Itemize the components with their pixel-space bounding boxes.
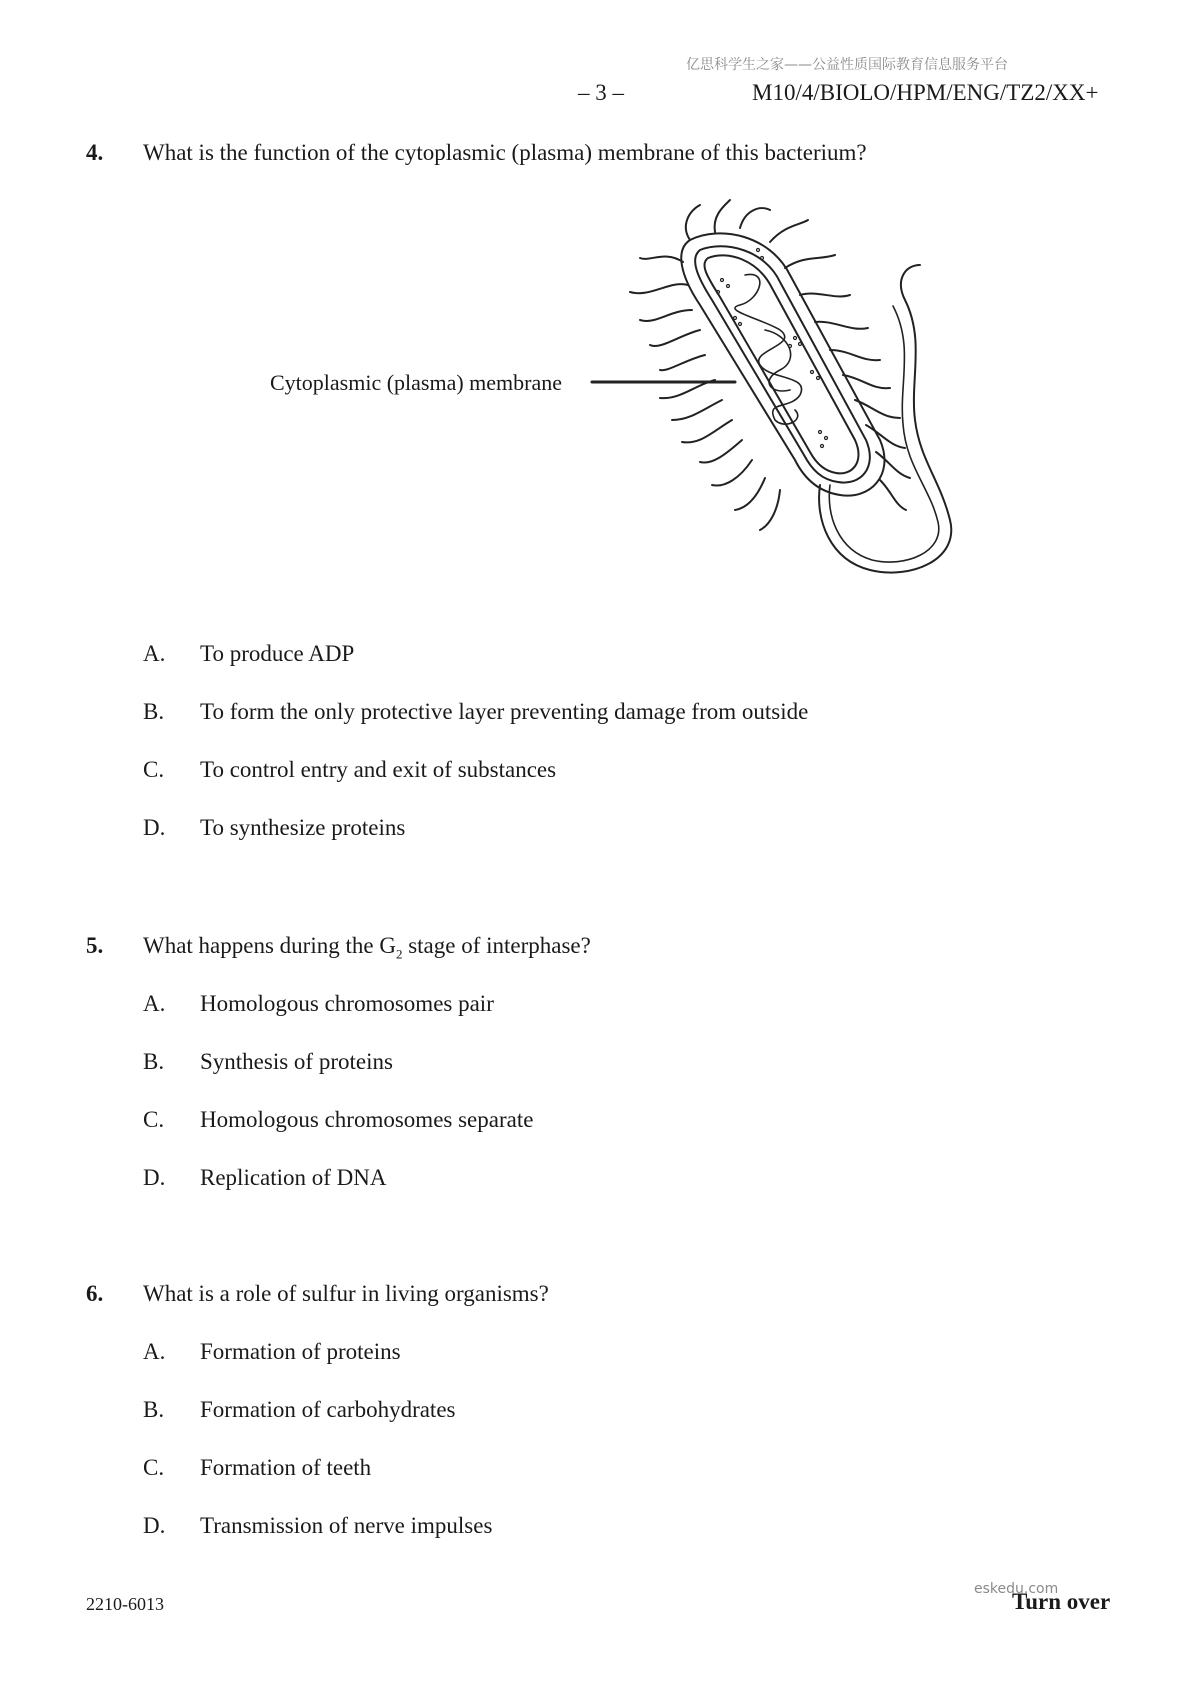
membrane-label: Cytoplasmic (plasma) membrane <box>270 370 563 395</box>
q6-option-d-letter: D. <box>143 1513 166 1538</box>
q5-option-b-text: Synthesis of proteins <box>200 1049 393 1074</box>
q6-option-a-text: Formation of proteins <box>200 1339 401 1364</box>
question-6-number: 6. <box>86 1281 104 1306</box>
q4-option-a-text: To produce ADP <box>200 641 355 666</box>
question-5-number: 5. <box>86 933 104 958</box>
question-5-text: What happens during the $G_2$ stage of interphase? <box>143 933 591 962</box>
page-number: – 3 – <box>578 80 624 105</box>
footer-watermark: eskedu.com <box>974 1581 1059 1597</box>
q6-option-b-text: Formation of carbohydrates <box>200 1397 456 1422</box>
q6-option-b-letter: B. <box>143 1397 165 1422</box>
q4-option-b-text: To form the only protective layer preventing damage from outside <box>200 699 809 724</box>
q5-option-a-text: Homologous chromosomes pair <box>200 991 494 1016</box>
q5-option-b-letter: B. <box>143 1049 165 1074</box>
q5-option-d-text: Replication of DNA <box>200 1165 387 1190</box>
bacterium-diagram <box>0 0 1191 620</box>
turn-over: Turn over <box>1012 1589 1111 1614</box>
header-watermark: 亿思科学生之家——公益性质国际教育信息服务平台 <box>686 57 1008 73</box>
question-4-text: What is the function of the cytoplasmic (plasma) membrane of this bacterium? <box>143 140 867 165</box>
paper-code: M10/4/BIOLO/HPM/ENG/TZ2/XX+ <box>752 80 1099 105</box>
q4-option-a-letter: A. <box>143 641 166 666</box>
q4-option-b-letter: B. <box>143 699 165 724</box>
q4-option-c-text: To control entry and exit of substances <box>200 757 557 782</box>
q6-option-c-letter: C. <box>143 1455 165 1480</box>
q5-option-a-letter: A. <box>143 991 166 1016</box>
q5-option-c-text: Homologous chromosomes separate <box>200 1107 534 1132</box>
q4-option-c-letter: C. <box>143 757 165 782</box>
question-6-text: What is a role of sulfur in living organisms? <box>143 1281 549 1306</box>
question-4-number: 4. <box>86 140 104 165</box>
q5-option-c-letter: C. <box>143 1107 165 1132</box>
footer-code: 2210-6013 <box>86 1594 164 1614</box>
q4-option-d-text: To synthesize proteins <box>200 815 406 840</box>
q4-option-d-letter: D. <box>143 815 166 840</box>
q6-option-c-text: Formation of teeth <box>200 1455 372 1480</box>
q5-option-d-letter: D. <box>143 1165 166 1190</box>
q6-option-d-text: Transmission of nerve impulses <box>200 1513 493 1538</box>
q6-option-a-letter: A. <box>143 1339 166 1364</box>
